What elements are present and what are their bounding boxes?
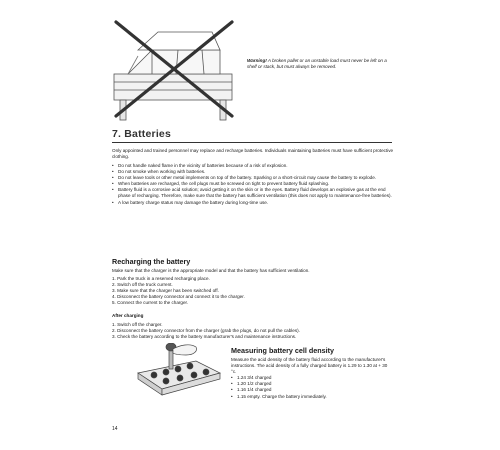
- list-item: 3. Make sure that the charger has been switched off.: [112, 288, 219, 294]
- list-item: • 1.20 1/2 charged: [231, 381, 393, 387]
- list-item: • 1.24 3/4 charged: [231, 375, 393, 381]
- list-item: • A low battery charge status may damage the battery during long-time use.: [112, 200, 394, 206]
- crossed-out-pallet-illustration: [108, 16, 240, 124]
- safety-bullet-list: [112, 163, 394, 206]
- page-number: 14: [112, 426, 118, 432]
- warning-note: [247, 58, 393, 70]
- warning-label: Warning!: [247, 58, 267, 63]
- list-item: 1. Park the truck in a reserved recharging place.: [112, 276, 210, 281]
- recharging-steps: [112, 276, 394, 306]
- recharging-heading: Recharging the battery: [112, 257, 191, 266]
- density-heading: Measuring battery cell density: [231, 346, 335, 355]
- density-list: [231, 375, 393, 399]
- list-item: • Do not handle naked flame in the vicinity of batteries because of a risk of explosion.: [112, 163, 394, 169]
- hydrometer-battery-illustration: [136, 343, 222, 397]
- warning-body: A broken pallet or an unstable load must never be left on a shelf or stack, but must always be removed.: [247, 58, 387, 70]
- density-intro: Measure the acid density of the battery fluid according to the manufacturer's instructions. The acid density of a fully charged battery is 1.29 to 1.30 at + 30 °c.: [231, 357, 388, 375]
- list-item: 3. Check the battery according to the battery manufacturer's and maintenance instructions.: [112, 334, 297, 340]
- title-rule: [112, 142, 392, 143]
- list-item: 2. Disconnect the battery connector from the charger (grab the plugs, do not pull the cables).: [112, 328, 300, 334]
- list-item: 5. Connect the current to the charger.: [112, 300, 189, 306]
- after-charging-label: After charging: [112, 313, 144, 318]
- density-section: [231, 357, 393, 400]
- list-item: • 1.15 empty. Charge the battery immediately.: [231, 394, 393, 400]
- section-intro: Only appointed and trained personnel may replace and recharge batteries. Individuals maintaining batteries must have sufficient protective clothing.: [112, 148, 394, 160]
- section-title: 7. Batteries: [112, 128, 172, 140]
- list-item: • When batteries are recharged, the cell plugs must be screwed on tight to prevent battery fluid splashing.: [112, 181, 394, 187]
- list-item: 1. Switch off the charger.: [112, 322, 163, 327]
- list-item: 4. Disconnect the battery connector and connect it to the charger.: [112, 294, 245, 300]
- list-item: • Do not smoke when working with batteries.: [112, 169, 394, 175]
- list-item: • Battery fluid is a corrosive acid solution; avoid getting it on the skin or in the eyes. Battery fluid develops an explosive gas at the end phase of recharging. Therefore, make sure that the battery has sufficient ventilation (this does not apply to maintenance-free batteries).: [112, 187, 394, 199]
- list-item: • 1.16 1/4 charged: [231, 387, 393, 393]
- after-charging-steps: [112, 322, 394, 340]
- list-item: 2. Switch off the truck current.: [112, 282, 173, 288]
- recharging-intro: Make sure that the charger is the appropriate model and that the battery has sufficient ventilation.: [112, 268, 310, 273]
- list-item: • Do not leave tools or other metal implements on top of the battery. Sparking or a short-circuit may cause the battery to explode.: [112, 175, 394, 181]
